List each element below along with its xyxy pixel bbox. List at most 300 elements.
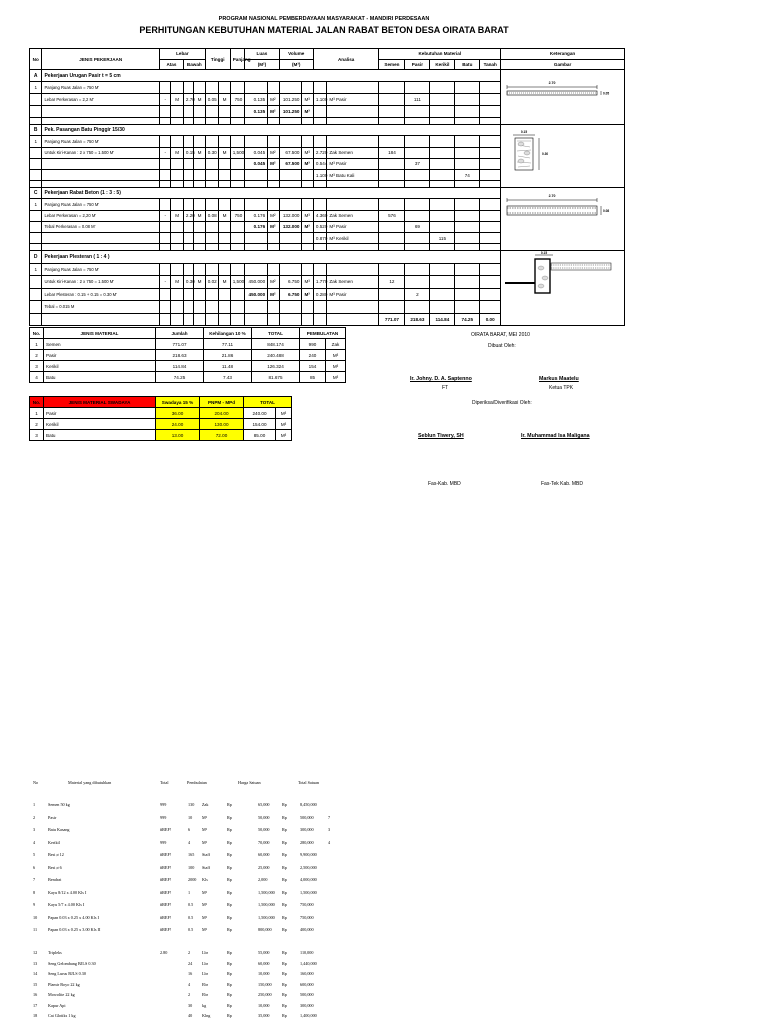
cell-jumlah: 1,500,000 xyxy=(300,889,317,895)
header-material: Material yang dibutuhkan xyxy=(68,780,112,785)
cell-unit: Zak xyxy=(326,339,346,350)
cell-pasir: 111 xyxy=(405,94,430,106)
cell-no: 8 xyxy=(33,889,36,895)
signatory-ft: Ir. Johny. D. A. Saptenno xyxy=(410,376,472,382)
cell-qty: 100 xyxy=(188,864,195,870)
section-title: Pekerjaan Urugan Pasir t = 5 cm xyxy=(42,70,501,82)
drawing-c-height-label: 0.08 xyxy=(603,209,610,213)
cell-no: 12 xyxy=(33,950,38,955)
cell-unit: M³ xyxy=(276,419,292,430)
cell-material: Kapur Api xyxy=(48,1002,66,1008)
cell-rp: Rp xyxy=(282,992,287,997)
cell-rp: Rp xyxy=(227,827,232,832)
col-header-batu: Batu xyxy=(455,59,480,70)
cell-no: 6 xyxy=(33,864,36,870)
cell-jumlah: 8,450,000 xyxy=(300,802,317,807)
total-pasir: 218.63 xyxy=(405,313,430,326)
cell-panjang: 1,500 xyxy=(230,276,245,289)
table-row xyxy=(30,339,346,350)
drawing-pasangan-batu xyxy=(501,125,620,185)
cell-jumlah: 1,440,000 xyxy=(300,960,317,966)
cell-harga: 55,000 xyxy=(258,950,270,955)
cell-analisa-unit: Zak Semen xyxy=(327,210,379,221)
cell-panjang: 1,500 xyxy=(230,147,245,158)
cell-rp: Rp xyxy=(282,981,287,987)
cell-rp: Rp xyxy=(282,1002,287,1008)
cell-volume: 101.250 xyxy=(279,106,302,118)
cell-rp: Rp xyxy=(227,889,232,895)
cell-unit: M³ xyxy=(276,408,292,419)
cell-atas: - xyxy=(159,210,170,221)
cell-rp: Rp xyxy=(227,960,232,966)
cell-total: #REF! xyxy=(160,902,172,907)
cell-pasir: 69 xyxy=(405,221,430,232)
cell-unit: M³ xyxy=(326,361,346,372)
cell-unit: Staff xyxy=(202,864,211,870)
cell-harga: 2,000 xyxy=(258,877,268,882)
col-header-jenis-material-swadaya: JENIS MATERIAL SWADAYA xyxy=(44,397,156,408)
cell-analisa-unit: M³ Pasir xyxy=(327,158,379,169)
cell-material: Semen 50 kg xyxy=(48,802,70,807)
drawing-b-width-label: 0.15 xyxy=(521,130,528,134)
cell-rp: Rp xyxy=(282,814,287,820)
cell-kehilangan: 11.48 xyxy=(204,361,252,372)
cell-jumlah: 750,000 xyxy=(300,914,314,920)
cell-rp: Rp xyxy=(282,927,287,932)
cell-unit: M³ xyxy=(202,927,207,932)
col-header-jenis-material: JENIS MATERIAL xyxy=(44,328,156,339)
cell-rp: Rp xyxy=(282,1013,287,1018)
row-description: Tebal Perkerasan = 0.08 M' xyxy=(42,221,160,232)
section-title: Pekerjaan Rabat Beton (1 : 3 : 5) xyxy=(42,188,501,199)
cell-unit: M³ xyxy=(202,914,207,920)
cell-jumlah: 280,000 xyxy=(300,839,314,845)
row-description: Untuk Kiri-Kanan : 2 x 750 = 1.500 M' xyxy=(42,276,160,289)
section-title: Pek. Pasangan Batu Pinggir 15/30 xyxy=(42,125,501,136)
row-description: Panjang Ruas Jalan = 750 M' xyxy=(42,82,160,94)
header-no: No xyxy=(33,780,39,785)
cell-kehilangan: 77.11 xyxy=(204,339,252,350)
cell-material: Plamir Boyo 22 kg xyxy=(48,981,80,987)
cell-rp: Rp xyxy=(282,852,287,857)
row-description: Untuk Kiri-Kanan : 2 x 750 = 1.500 M' xyxy=(42,147,160,158)
cell-rp: Rp xyxy=(227,981,232,987)
cell-rp: Rp xyxy=(227,927,232,932)
cell-unit: kg xyxy=(202,1002,207,1008)
verified-by-label: Diperiksa/Diverifikasi Oleh: xyxy=(472,400,532,406)
col-header-tinggi: Tinggi xyxy=(205,49,230,70)
cell-unit: M xyxy=(171,276,183,289)
cell-unit: M³ xyxy=(302,147,313,158)
cell-pnpm: 72.00 xyxy=(200,430,244,441)
cell-total: #REF! xyxy=(160,877,172,882)
cell-rp: Rp xyxy=(282,902,287,907)
cell-rp: Rp xyxy=(227,864,232,870)
section-letter: C xyxy=(30,188,42,199)
cell-material: Papan 0.03 x 0.25 x 3.00 Kls II xyxy=(48,927,101,932)
cell-harga: 800,000 xyxy=(258,927,272,932)
cell-note: 4 xyxy=(328,839,331,845)
cell-atas: - xyxy=(159,147,170,158)
cell-harga: 60,000 xyxy=(258,852,270,857)
cell-unit: M xyxy=(219,147,230,158)
material-summary-table xyxy=(29,327,346,383)
cell-atas: - xyxy=(159,276,170,289)
cell-luas: 0.135 xyxy=(245,94,268,106)
signatory-tpk: Markus Maatelu xyxy=(539,376,579,382)
row-description: Panjang Ruas Jalan = 750 M' xyxy=(42,136,160,147)
cell-luas: 0.176 xyxy=(245,221,268,232)
drawing-plesteran xyxy=(501,251,620,323)
cell-rp: Rp xyxy=(227,877,232,882)
cell-total: 999 xyxy=(160,839,167,845)
cell-panjang: 750 xyxy=(230,94,245,106)
cell-material: Batu Kasang xyxy=(48,827,70,832)
cell-unit: M² xyxy=(268,158,279,169)
cell-bawah: 2.70 xyxy=(183,94,193,106)
drawing-cell-b xyxy=(501,125,625,188)
cell-analisa: 1.770 xyxy=(313,276,327,289)
cell-total: 154.00 xyxy=(244,419,276,430)
cell-jumlah: 771.07 xyxy=(156,339,204,350)
drawing-cell-a xyxy=(501,70,625,125)
cell-unit: M³ xyxy=(302,106,313,118)
cell-qty: 6 xyxy=(188,827,191,832)
col-header-analisa: Analisa xyxy=(313,49,379,70)
cell-total: #REF! xyxy=(160,827,172,832)
cell-total: 240.00 xyxy=(244,408,276,419)
cell-unit: M³ xyxy=(302,288,313,301)
cell-material: Pasir xyxy=(48,814,57,820)
cell-semen: 576 xyxy=(379,210,405,221)
col-header-jenis: JENIS PEKERJAAN xyxy=(42,49,160,70)
header-total: Total xyxy=(160,780,169,785)
cell-no: 16 xyxy=(33,992,38,997)
cell-analisa: 4.360 xyxy=(313,210,327,221)
cell-harga: 50,000 xyxy=(258,827,270,832)
cell-jumlah: 74.25 xyxy=(156,372,204,383)
cell-rp: Rp xyxy=(282,950,287,955)
cell-unit: M² xyxy=(268,221,279,232)
total-tanah: 0.00 xyxy=(480,313,501,326)
cell-rp: Rp xyxy=(227,1002,232,1008)
cell-jumlah: 110,000 xyxy=(300,950,314,955)
cell-unit: M xyxy=(194,276,205,289)
cell-qty: 2000 xyxy=(188,877,197,882)
cell-total: 81.675 xyxy=(252,372,300,383)
cell-harga: 1,500,000 xyxy=(258,889,275,895)
cell-luas: 0.135 xyxy=(245,106,268,118)
cell-harga: 10,000 xyxy=(258,971,270,976)
cell-luas: 450.000 xyxy=(245,276,268,289)
cell-pnpm: 204.00 xyxy=(200,408,244,419)
cell-total: 2.80 xyxy=(160,950,168,955)
cell-unit: Ebr xyxy=(202,992,209,997)
cell-unit: M² xyxy=(268,210,279,221)
cell-unit: M xyxy=(194,210,205,221)
cell-unit: Ebr xyxy=(202,981,209,987)
cell-atas: - xyxy=(159,94,170,106)
cell-unit: M xyxy=(171,147,183,158)
cell-qty: 1 xyxy=(188,889,191,895)
cell-unit: M³ xyxy=(302,221,313,232)
cell-rp: Rp xyxy=(282,802,287,807)
cell-rp: Rp xyxy=(227,971,232,976)
cell-volume: 67.500 xyxy=(279,158,302,169)
section-letter: D xyxy=(30,251,42,264)
cell-unit: M xyxy=(171,210,183,221)
drawing-c-width-label: 2.70 xyxy=(548,194,556,198)
signatory-fas-kab: Seblun Tiwery, SH xyxy=(418,433,464,439)
col-header-volume: Volume xyxy=(279,49,313,60)
col-header-pasir: Pasir xyxy=(405,59,430,70)
cell-analisa-unit: M³ Pasir xyxy=(327,94,379,106)
cell-harga: 70,000 xyxy=(258,839,270,845)
cell-no: 2 xyxy=(33,814,36,820)
cell-unit: M xyxy=(219,210,230,221)
cell-no: 17 xyxy=(33,1002,38,1008)
col-header-luas: Luas xyxy=(245,49,279,60)
cell-no: 2 xyxy=(30,419,44,430)
cell-qty: 4 xyxy=(188,839,191,845)
table-row xyxy=(30,408,292,419)
cell-harga: 150,000 xyxy=(258,981,272,987)
cell-rp: Rp xyxy=(227,950,232,955)
cell-no: 14 xyxy=(33,971,38,976)
drawing-rabat-beton xyxy=(501,188,620,248)
cell-luas: 0.045 xyxy=(245,158,268,169)
table-row xyxy=(30,419,292,430)
cell-volume: 6.750 xyxy=(279,288,302,301)
cell-analisa: 1.100 xyxy=(313,94,327,106)
row-description: Lebar Perkerasan = 2,2 M' xyxy=(42,94,160,106)
cell-no: 15 xyxy=(33,981,38,987)
cell-jumlah: 600,000 xyxy=(300,981,314,987)
section-letter: A xyxy=(30,70,42,82)
cell-harga: 60,000 xyxy=(258,960,270,966)
cell-swadaya: 24.00 xyxy=(156,419,200,430)
cell-semen: 12 xyxy=(379,276,405,289)
material-calculation-table xyxy=(29,48,625,326)
cell-note: 3 xyxy=(328,827,331,832)
cell-bawah: 0.30 xyxy=(183,276,193,289)
col-header-swadaya: Swadaya 15 % xyxy=(156,397,200,408)
drawing-a-width-label: 2.70 xyxy=(548,81,556,85)
cell-jumlah: 300,000 xyxy=(300,1002,314,1008)
cell-analisa: 0.870 xyxy=(313,233,327,244)
cell-analisa-unit: M³ Kerikil xyxy=(327,233,379,244)
total-semen: 771.07 xyxy=(379,313,405,326)
cell-no: 4 xyxy=(30,372,44,383)
cell-unit: M² xyxy=(268,106,279,118)
cell-pasir: 2 xyxy=(405,288,430,301)
cell-qty: 24 xyxy=(188,960,193,966)
cell-pasir: 37 xyxy=(405,158,430,169)
table-row xyxy=(30,361,346,372)
cell-unit: M³ xyxy=(302,210,313,221)
cell-unit: Klng xyxy=(202,1013,211,1018)
row-no: 1 xyxy=(30,263,42,276)
row-no: 1 xyxy=(30,82,42,94)
cell-no: 9 xyxy=(33,902,36,907)
cell-pnpm: 130.00 xyxy=(200,419,244,430)
cell-unit: M³ xyxy=(202,839,207,845)
cell-unit: M xyxy=(194,147,205,158)
cell-material: Mowolite 22 kg xyxy=(48,992,75,997)
signatory-fas-kab-role: Fas-Kab. MBD xyxy=(428,481,461,487)
section-letter: B xyxy=(30,125,42,136)
cell-jumlah: 300,000 xyxy=(300,827,314,832)
cell-material: Tripleks xyxy=(48,950,62,955)
cell-panjang: 750 xyxy=(230,210,245,221)
cell-kerikil: 115 xyxy=(430,233,455,244)
cell-total: 999 xyxy=(160,814,167,820)
cell-kehilangan: 21.86 xyxy=(204,350,252,361)
cell-analisa-unit: Zak Semen xyxy=(327,147,379,158)
cell-unit: Lbr xyxy=(202,950,209,955)
signatory-ft-role: FT xyxy=(442,385,449,391)
cell-luas: 0.045 xyxy=(245,147,268,158)
cell-rp: Rp xyxy=(227,839,232,845)
cell-qty: 4 xyxy=(188,981,191,987)
table-row xyxy=(30,430,292,441)
drawing-cell-d xyxy=(501,251,625,326)
cell-rp: Rp xyxy=(282,960,287,966)
col-header-bawah: Bawah xyxy=(183,59,205,70)
cell-rp: Rp xyxy=(282,877,287,882)
cell-total: #REF! xyxy=(160,864,172,870)
cell-material: Kayu 5/7 x 4.00 Kls I xyxy=(48,902,85,907)
col-header-luas-unit: (M²) xyxy=(245,59,279,70)
cell-material: Kayu 8/12 x 4.00 Kls I xyxy=(48,889,87,895)
cell-rp: Rp xyxy=(227,914,232,920)
cell-analisa-unit: M³ Pasir xyxy=(327,221,379,232)
section-title: Pekerjaan Plesteran ( 1 : 4 ) xyxy=(42,251,501,264)
row-description: Tebal = 0.015 M xyxy=(42,301,160,314)
cell-total: #REF! xyxy=(160,852,172,857)
cell-unit: M xyxy=(194,94,205,106)
cell-analisa: 2.720 xyxy=(313,147,327,158)
row-description: Lebar Perkerasan = 2,20 M' xyxy=(42,210,160,221)
cell-tinggi: 0.02 xyxy=(205,276,219,289)
cell-qty: 40 xyxy=(188,1013,193,1018)
cell-harga: 10,000 xyxy=(258,1002,270,1008)
col-header-keterangan: Keterangan xyxy=(501,49,625,60)
cell-rp: Rp xyxy=(282,827,287,832)
cell-material: Kerikil xyxy=(48,839,60,845)
place-date: OIRATA BARAT, MEI 2010 xyxy=(471,332,530,338)
cell-material: Cat Glotiks 1 kg xyxy=(48,1013,76,1018)
cell-unit: M³ xyxy=(302,276,313,289)
cell-total: 126.324 xyxy=(252,361,300,372)
cell-jumlah: 500,000 xyxy=(300,992,314,997)
col-header-jumlah: Jumlah xyxy=(156,328,204,339)
drawing-cell-c xyxy=(501,188,625,251)
cell-unit: Staff xyxy=(202,852,211,857)
cell-harga: 35,000 xyxy=(258,1013,270,1018)
cell-material: Batu xyxy=(44,372,156,383)
cell-qty: 16 xyxy=(188,971,193,976)
cell-material: Kerikil xyxy=(44,419,156,430)
cell-material: Batu xyxy=(44,430,156,441)
table-row xyxy=(30,372,346,383)
cell-material: Seng Lurus BJLS 0.30 xyxy=(48,971,86,976)
cell-rp: Rp xyxy=(282,971,287,976)
cell-kehilangan: 7.43 xyxy=(204,372,252,383)
cell-note: 7 xyxy=(328,814,331,820)
cell-total: 848.174 xyxy=(252,339,300,350)
cell-qty: 2 xyxy=(188,950,191,955)
drawing-a-height-label: 0.05 xyxy=(603,91,610,96)
col-header-kerikil: Kerikil xyxy=(430,59,455,70)
cell-qty: 165 xyxy=(188,852,195,857)
row-description: Panjang Ruas Jalan = 750 M' xyxy=(42,199,160,210)
cell-analisa: 0.544 xyxy=(313,158,327,169)
col-header-no: No. xyxy=(30,328,44,339)
cell-harga: 1,500,000 xyxy=(258,914,275,920)
row-no: 1 xyxy=(30,199,42,210)
cell-harga: 50,000 xyxy=(258,814,270,820)
cell-swadaya: 13.00 xyxy=(156,430,200,441)
drawing-urugan-pasir xyxy=(501,70,620,122)
col-header-semen: Semen xyxy=(379,59,405,70)
col-header-atas: Atas xyxy=(159,59,183,70)
cell-pembulatan: 990 xyxy=(300,339,326,350)
row-description: Panjang Ruas Jalan = 750 M' xyxy=(42,263,160,276)
cell-volume: 132.000 xyxy=(279,210,302,221)
cell-total: #REF! xyxy=(160,889,172,895)
cell-no: 18 xyxy=(33,1013,38,1018)
cell-analisa: 0.520 xyxy=(313,221,327,232)
cell-material: Pasir xyxy=(44,408,156,419)
row-no: 1 xyxy=(30,136,42,147)
cell-material: Besi ø 6 xyxy=(48,864,62,870)
cell-bawah: 0.15 xyxy=(183,147,193,158)
header-harga: Harga Satuan xyxy=(238,780,261,785)
cell-pembulatan: 154 xyxy=(300,361,326,372)
cell-no: 2 xyxy=(30,350,44,361)
cell-material: Bendrat xyxy=(48,877,62,882)
cell-jumlah: 1,400,000 xyxy=(300,1013,317,1018)
cell-qty: 130 xyxy=(188,802,195,807)
made-by-label: Dibuat Oleh: xyxy=(488,343,516,349)
cell-no: 3 xyxy=(30,361,44,372)
cell-volume: 6.750 xyxy=(279,276,302,289)
cell-pembulatan: 240 xyxy=(300,350,326,361)
cell-no: 5 xyxy=(33,852,36,857)
col-header-pembulatan: PEMBULATAN xyxy=(300,328,346,339)
cell-unit: M xyxy=(219,94,230,106)
cell-unit: M xyxy=(219,276,230,289)
cell-volume: 132.000 xyxy=(279,221,302,232)
col-header-panjang: Panjang xyxy=(230,49,245,70)
cell-qty: 0.5 xyxy=(188,902,194,907)
cell-jumlah: 750,000 xyxy=(300,902,314,907)
cell-no: 3 xyxy=(33,827,36,832)
cell-analisa: 0.280 xyxy=(313,288,327,301)
col-header-pnpm: PNPM - MPd xyxy=(200,397,244,408)
cell-harga: 65,000 xyxy=(258,802,270,807)
col-header-gambar: Gambar xyxy=(501,59,625,70)
cell-unit: M xyxy=(171,94,183,106)
cell-volume: 101.250 xyxy=(279,94,302,106)
cell-jumlah: 500,000 xyxy=(300,814,314,820)
cell-qty: 10 xyxy=(188,814,193,820)
cell-unit: Kls xyxy=(202,877,208,882)
cell-no: 7 xyxy=(33,877,36,882)
cell-rp: Rp xyxy=(282,889,287,895)
cell-material: Papan 0.03 x 0.25 x 4.00 Kls I xyxy=(48,914,99,920)
